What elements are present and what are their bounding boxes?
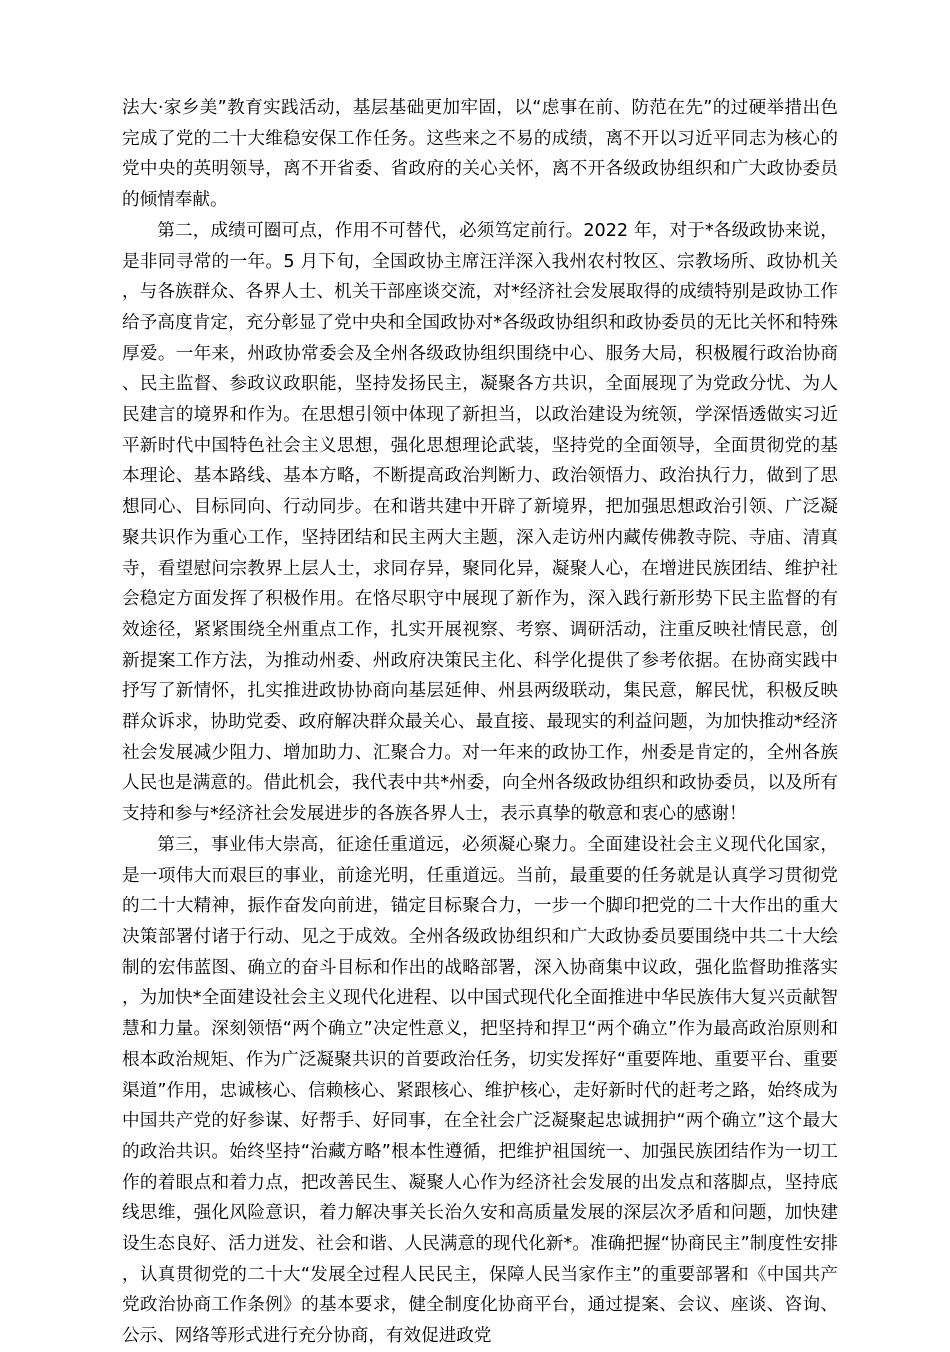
paragraph-continuation: 法大·家乡美”教育实践活动，基层基础更加牢固，以“虑事在前、防范在先”的过硬举措出色完成了党的二十大维稳安保工作任务。这些来之不易的成绩，离不开以习近平同志为核心的党中央的英明领导，离不开省委、省政府的关心关怀，离不开各级政协组织和广大政协委员的倾情奉献。	[122, 98, 838, 211]
document-body	[122, 93, 838, 1352]
paragraph-second-point: 第二，成绩可圈可点，作用不可替代，必须笃定前行。2022 年，对于*各级政协来说，是非同寻常的一年。5 月下旬，全国政协主席汪洋深入我州农村牧区、宗教场所、政协机关，与各族群众、各界人士、机关干部座谈交流，对*经济社会发展取得的成绩特别是政协工作给予高度肯定，充分彰显了党中央和全国政协对*各级政协组织和政协委员的无比关怀和特殊厚爱。一年来，州政协常委会及全州各级政协组织围绕中心、服务大局，积极履行政治协商、民主监督、参政议政职能，坚持发扬民主，凝聚各方共识，全面展现了为党政分忧、为人民建言的境界和作为。在思想引领中体现了新担当，以政治建设为统领，学深悟透做实习近平新时代中国特色社会主义思想，强化思想理论武装，坚持党的全面领导，全面贯彻党的基本理论、基本路线、基本方略，不断提高政治判断力、政治领悟力、政治执行力，做到了思想同心、目标同向、行动同步。在和谐共建中开辟了新境界，把加强思想政治引领、广泛凝聚共识作为重心工作，坚持团结和民主两大主题，深入走访州内藏传佛教寺院、寺庙、清真寺，看望慰问宗教界上层人士，求同存异，聚同化异，凝聚人心，在增进民族团结、维护社会稳定方面发挥了积极作用。在恪尽职守中展现了新作为，深入践行新形势下民主监督的有效途径，紧紧围绕全州重点工作，扎实开展视察、考察、调研活动，注重反映社情民意，创新提案工作方法，为推动州委、州政府决策民主化、科学化提供了参考依据。在协商实践中抒写了新情怀，扎实推进政协协商向基层延伸、州县两级联动，集民意，解民忧，积极反映群众诉求，协助党委、政府解决群众最关心、最直接、最现实的利益问题，为加快推动*经济社会发展减少阻力、增加助力、汇聚合力。对一年来的政协工作，州委是肯定的，全州各族人民也是满意的。借此机会，我代表中共*州委，向全州各级政协组织和政协委员，以及所有支持和参与*经济社会发展进步的各族各界人士，表示真挚的敬意和衷心的感谢！	[122, 220, 838, 825]
paragraph-third-point: 第三，事业伟大崇高，征途任重道远，必须凝心聚力。全面建设社会主义现代化国家，是一项伟大而艰巨的事业，前途光明，任重道远。当前，最重要的任务就是认真学习贯彻党的二十大精神，振作奋发向前进，锚定目标聚合力，一步一个脚印把党的二十大作出的重大决策部署付诸于行动、见之于成效。全州各级政协组织和广大政协委员要围绕中共二十大绘制的宏伟蓝图、确立的奋斗目标和作出的战略部署，深入协商集中议政，强化监督助推落实，为加快*全面建设社会主义现代化进程、以中国式现代化全面推进中华民族伟大复兴贡献智慧和力量。深刻领悟“两个确立”决定性意义，把坚持和捍卫“两个确立”作为最高政治原则和根本政治规矩、作为广泛凝聚共识的首要政治任务，切实发挥好“重要阵地、重要平台、重要渠道”作用，忠诚核心、信赖核心、紧跟核心、维护核心，走好新时代的赶考之路，始终成为中国共产党的好参谋、好帮手、好同事，在全社会广泛凝聚起忠诚拥护“两个确立”这个最大的政治共识。始终坚持“治藏方略”根本性遵循，把维护祖国统一、加强民族团结作为一切工作的着眼点和着力点，把改善民生、凝聚人心作为经济社会发展的出发点和落脚点，坚持底线思维，强化风险意识，着力解决事关长治久安和高质量发展的深层次矛盾和问题，加快建设生态良好、活力迸发、社会和谐、人民满意的现代化新*。准确把握“协商民主”制度性安排，认真贯彻党的二十大“发展全过程人民民主，保障人民当家作主”的重要部署和《中国共产党政治协商工作条例》的基本要求，健全制度化协商平台，通过提案、会议、座谈、咨询、公示、网络等形式进行充分协商，有效促进政党	[122, 834, 838, 1347]
